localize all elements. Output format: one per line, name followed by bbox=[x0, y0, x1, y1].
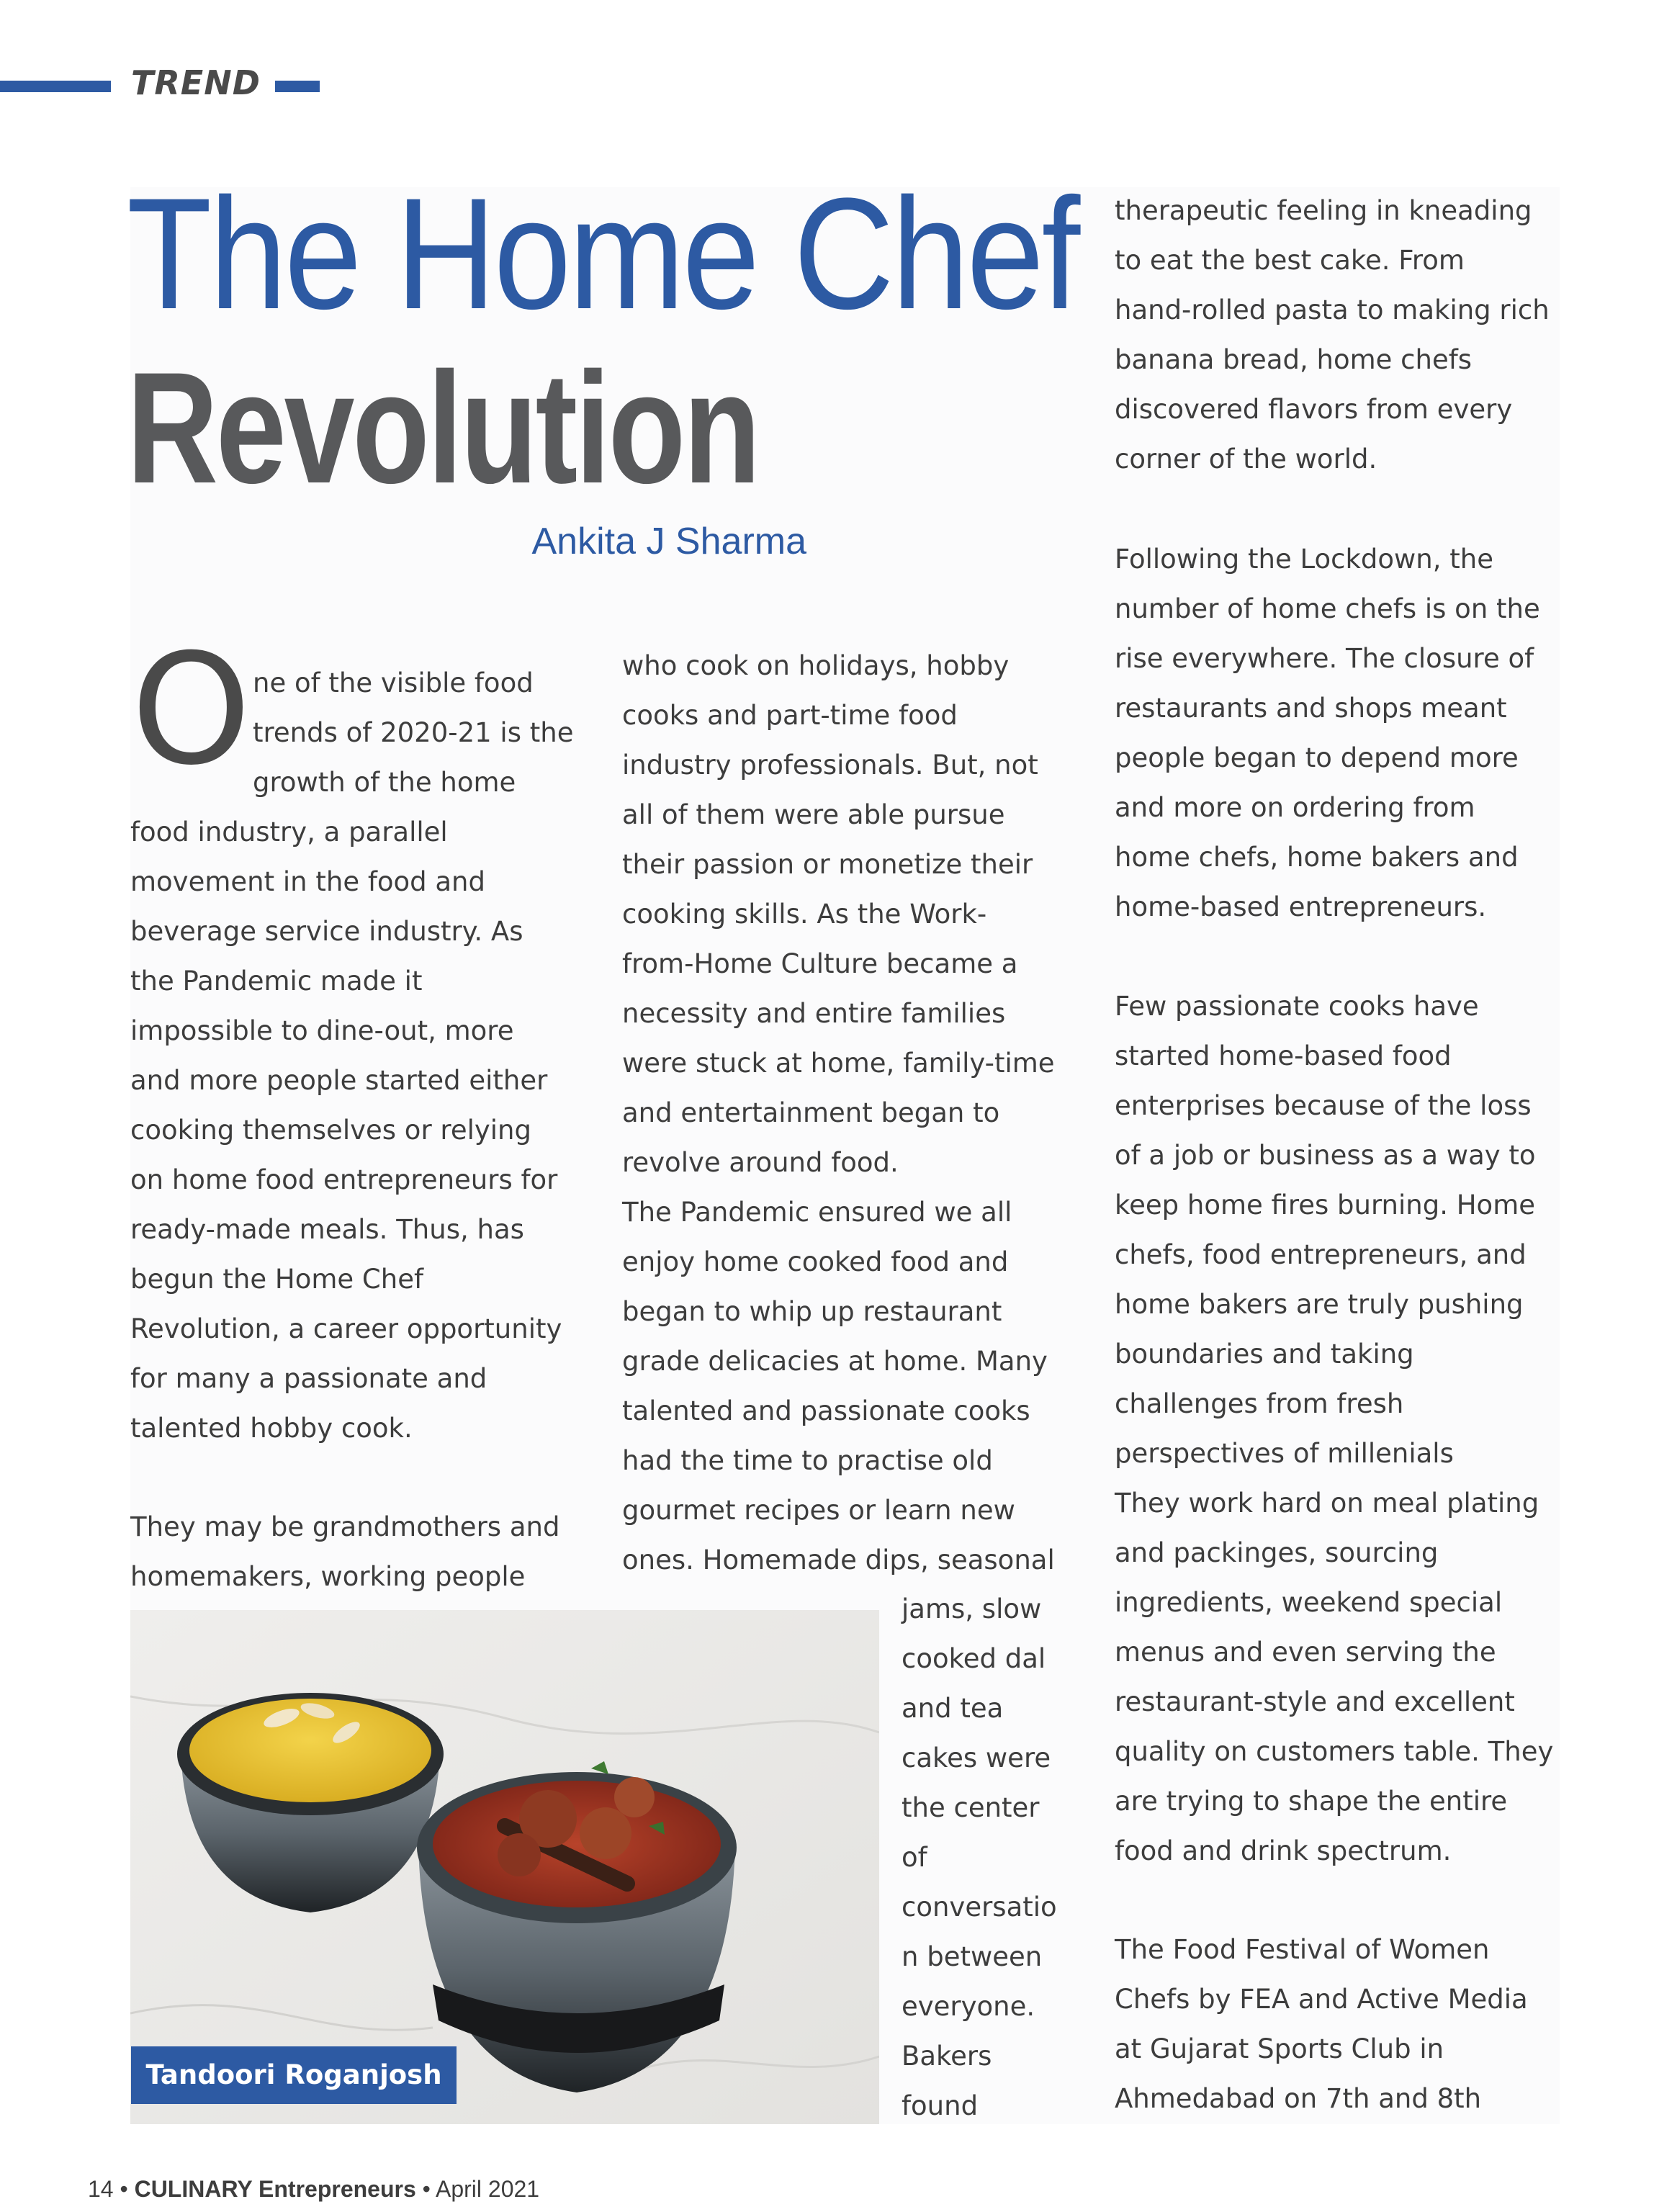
text-line: Few passionate cooks have bbox=[1115, 991, 1479, 1022]
text-line: cooks and part-time food bbox=[622, 700, 958, 731]
column-2-body bbox=[622, 641, 1055, 1585]
text-line: the center bbox=[902, 1792, 1040, 1823]
text-line: everyone. bbox=[902, 1991, 1035, 2022]
text-line: and more people started either bbox=[130, 1065, 548, 1096]
text-line: found bbox=[902, 2090, 979, 2121]
text-line: enterprises because of the loss bbox=[1115, 1090, 1532, 1121]
text-line: gourmet recipes or learn new bbox=[622, 1495, 1015, 1526]
text-line: home-based entrepreneurs. bbox=[1115, 891, 1487, 922]
headline-line-1: The Home Chef bbox=[127, 165, 1078, 342]
text-line: necessity and entire families bbox=[622, 998, 1006, 1029]
text-line: cakes were bbox=[902, 1743, 1051, 1773]
text-line: hand-rolled pasta to making rich bbox=[1115, 295, 1550, 325]
text-line: cooking themselves or relying bbox=[130, 1115, 531, 1146]
text-line: quality on customers table. They bbox=[1115, 1736, 1554, 1767]
text-line: started home-based food bbox=[1115, 1040, 1452, 1071]
column-1-paragraph-2 bbox=[130, 1502, 559, 1601]
text-line: movement in the food and bbox=[130, 866, 485, 897]
text-line: challenges from fresh bbox=[1115, 1388, 1404, 1419]
text-line: their passion or monetize their bbox=[622, 849, 1033, 880]
text-line: rise everywhere. The closure of bbox=[1115, 643, 1534, 674]
text-line: had the time to practise old bbox=[622, 1445, 993, 1476]
text-line: and tea bbox=[902, 1693, 1004, 1724]
text-line: impossible to dine-out, more bbox=[130, 1015, 514, 1046]
text-line: revolve around food. bbox=[622, 1147, 899, 1178]
text-line: The Pandemic ensured we all bbox=[622, 1197, 1012, 1228]
text-line: jams, slow bbox=[902, 1593, 1042, 1624]
column-3-paragraph-1 bbox=[1115, 186, 1550, 484]
text-line: discovered flavors from every bbox=[1115, 394, 1513, 425]
text-line: cooked dal bbox=[902, 1643, 1046, 1674]
column-3-paragraph-2 bbox=[1115, 534, 1540, 932]
text-line: boundaries and taking bbox=[1115, 1339, 1414, 1370]
text-line: homemakers, working people bbox=[130, 1561, 526, 1592]
page-footer bbox=[88, 2176, 539, 2203]
text-line: are trying to shape the entire bbox=[1115, 1786, 1508, 1817]
text-line: at Gujarat Sports Club in bbox=[1115, 2033, 1444, 2064]
text-line: cooking skills. As the Work- bbox=[622, 899, 987, 930]
drop-cap: O bbox=[131, 621, 251, 799]
text-line: corner of the world. bbox=[1115, 444, 1377, 475]
section-rule-right bbox=[275, 81, 320, 92]
text-line: n between bbox=[902, 1941, 1043, 1972]
text-line: keep home fires burning. Home bbox=[1115, 1190, 1535, 1220]
text-line: begun the Home Chef bbox=[130, 1264, 423, 1295]
text-line: enjoy home cooked food and bbox=[622, 1246, 1009, 1277]
text-line: of a job or business as a way to bbox=[1115, 1140, 1536, 1171]
text-line: They may be grandmothers and bbox=[130, 1511, 560, 1542]
text-line: to eat the best cake. From bbox=[1115, 245, 1465, 276]
footer-separator: • bbox=[120, 2176, 135, 2202]
text-line: Bakers bbox=[902, 2041, 992, 2072]
text-line: industry professionals. But, not bbox=[622, 750, 1038, 781]
text-line: home bakers are truly pushing bbox=[1115, 1289, 1524, 1320]
text-line: ready-made meals. Thus, has bbox=[130, 1214, 524, 1245]
text-line: Revolution, a career opportunity bbox=[130, 1313, 562, 1344]
text-line: from-Home Culture became a bbox=[622, 948, 1018, 979]
text-line: Following the Lockdown, the bbox=[1115, 544, 1493, 575]
text-line: all of them were able pursue bbox=[622, 799, 1005, 830]
text-line: restaurant-style and excellent bbox=[1115, 1686, 1515, 1717]
photo-caption: Tandoori Roganjosh bbox=[131, 2046, 457, 2104]
author-byline: Ankita J Sharma bbox=[531, 521, 806, 562]
text-line: for many a passionate and bbox=[130, 1363, 487, 1394]
text-line: They work hard on meal plating bbox=[1115, 1488, 1539, 1519]
text-line: beverage service industry. As bbox=[130, 916, 523, 947]
text-line: food and drink spectrum. bbox=[1115, 1835, 1452, 1866]
column-3-paragraph-3 bbox=[1115, 981, 1553, 1876]
text-line: on home food entrepreneurs for bbox=[130, 1164, 558, 1195]
publication-name: CULINARY Entrepreneurs bbox=[134, 2176, 416, 2202]
text-line: number of home chefs is on the bbox=[1115, 593, 1540, 624]
column-1-lead bbox=[253, 658, 573, 807]
text-line: therapeutic feeling in kneading bbox=[1115, 195, 1532, 226]
text-line: the Pandemic made it bbox=[130, 966, 423, 997]
column-3-paragraph-4 bbox=[1115, 1925, 1528, 2123]
text-line: restaurants and shops meant bbox=[1115, 693, 1507, 724]
text-line: Ahmedabad on 7th and 8th bbox=[1115, 2083, 1482, 2114]
text-line: people began to depend more bbox=[1115, 742, 1519, 773]
text-line: The Food Festival of Women bbox=[1115, 1934, 1490, 1965]
text-line: ones. Homemade dips, seasonal bbox=[622, 1545, 1055, 1575]
text-line: banana bread, home chefs bbox=[1115, 344, 1473, 375]
text-line: conversatio bbox=[902, 1892, 1057, 1923]
text-line: ne of the visible food bbox=[253, 667, 534, 698]
section-label: TREND bbox=[131, 63, 261, 102]
text-line: began to whip up restaurant bbox=[622, 1296, 1002, 1327]
footer-separator: • bbox=[422, 2176, 436, 2202]
text-line: were stuck at home, family-time bbox=[622, 1048, 1055, 1079]
column-2-wrap-text bbox=[902, 1584, 1057, 2131]
column-1-body bbox=[130, 807, 562, 1453]
text-line: talented hobby cook. bbox=[130, 1413, 413, 1444]
text-line: food industry, a parallel bbox=[130, 817, 448, 848]
section-rule-left bbox=[0, 81, 111, 92]
issue-date: April 2021 bbox=[435, 2176, 540, 2202]
text-line: and more on ordering from bbox=[1115, 792, 1475, 823]
text-line: of bbox=[902, 1842, 927, 1873]
text-line: perspectives of millenials bbox=[1115, 1438, 1454, 1469]
text-line: trends of 2020-21 is the bbox=[253, 717, 574, 748]
text-line: ingredients, weekend special bbox=[1115, 1587, 1503, 1618]
text-line: who cook on holidays, hobby bbox=[622, 650, 1010, 681]
text-line: menus and even serving the bbox=[1115, 1637, 1496, 1668]
text-line: growth of the home bbox=[253, 767, 516, 798]
text-line: chefs, food entrepreneurs, and bbox=[1115, 1239, 1527, 1270]
text-line: and entertainment began to bbox=[622, 1097, 1000, 1128]
text-line: talented and passionate cooks bbox=[622, 1395, 1030, 1426]
headline-line-2: Revolution bbox=[127, 339, 759, 516]
text-line: Chefs by FEA and Active Media bbox=[1115, 1984, 1528, 2015]
page-number: 14 bbox=[88, 2176, 114, 2202]
text-line: and packinges, sourcing bbox=[1115, 1537, 1439, 1568]
text-line: home chefs, home bakers and bbox=[1115, 842, 1519, 873]
text-line: grade delicacies at home. Many bbox=[622, 1346, 1048, 1377]
